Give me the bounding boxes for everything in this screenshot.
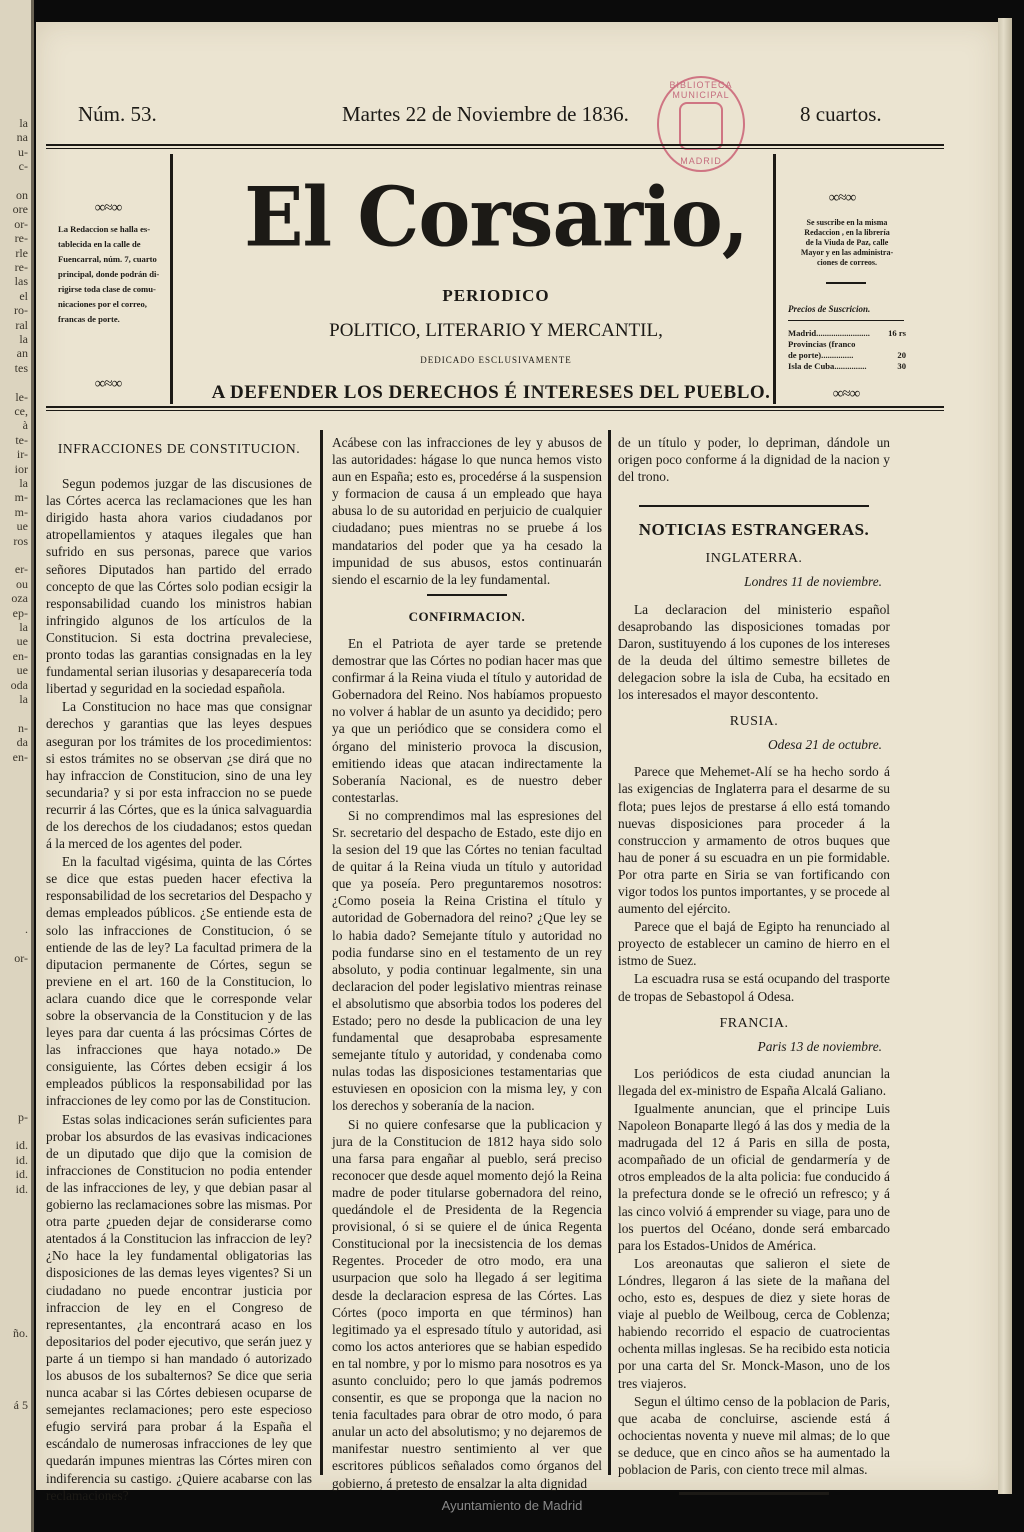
- previous-page-fragment: ue: [16, 663, 28, 678]
- article-paragraph: Segun podemos juzgar de las discusiones de las Córtes acerca las reclamaciones que les han dirigido hasta ahora varios ciudadanos por atropellamientos y ataques ilegales que han sufrido en sus personas, parece que varios señores Diputados han partido del errado concepto de que las Córtes solo podian ecsigir la responsabilidad cuando los ministros habian infringido algunos de los artículos de la Constitucion. Si esta doctrina prevaleciese, pronto todas las garantias consignadas en la ley fundamental serian ilusorias y desaparecería toda libertad y seguridad en la sociedad española.: [46, 476, 312, 697]
- previous-page-fragment: el: [19, 288, 28, 303]
- previous-page-fragment: ce,: [14, 404, 28, 418]
- library-stamp: [657, 76, 745, 172]
- masthead-rule-top-thin: [46, 148, 944, 149]
- stamp-crest-icon: [679, 102, 723, 150]
- previous-page-fragment: re-: [14, 260, 28, 274]
- column-rule-1: [320, 430, 323, 1475]
- previous-page-fragment: le-: [15, 389, 28, 404]
- previous-page-fragment: la: [19, 692, 28, 706]
- previous-page-fragment: m-: [14, 504, 28, 519]
- previous-page-fragment: tes: [14, 360, 28, 375]
- news-paragraph: Segun el último censo de la poblacion de Paris, que acaba de concluirse, asciende está á ochocientas noventa y nueve mil almas; de lo que se deduce, que en cinco años se ha aumentado la poblacion de Paris, con ciento trece mil almas.: [618, 1393, 890, 1477]
- previous-page-edge: [0, 0, 34, 1532]
- prices-title: Precios de Suscricion.: [788, 304, 871, 314]
- newspaper-page: [36, 22, 998, 1503]
- ornament-right-bottom-icon: ∞≈∞: [832, 386, 860, 402]
- article-paragraph: En el Patriota de ayer tarde se pretende demostrar que las Córtes no podian hacer mas que confirmar á la Reina viuda el título y autoridad de Gobernadora del Reino. Nos habíamos propuesto no volver á hablar de un asunto ya decidido; pero ya que un periódico que se considera como el órgano del ministerio provoca la discusion, emitiendo ideas que atacan indirectamente la Soberanía Nacional, es de nuestro deber contestarlas.: [332, 635, 602, 805]
- ornament-right-top-icon: ∞≈∞: [828, 190, 856, 206]
- country-heading-francia: FRANCIA.: [719, 1015, 789, 1031]
- ornament-left-top-icon: ∞≈∞: [94, 200, 122, 216]
- previous-page-fragment: ior: [14, 461, 28, 476]
- column-1: [46, 440, 312, 1505]
- prices-table: [788, 328, 906, 372]
- column-3: [618, 434, 890, 1495]
- article-divider: [427, 594, 507, 596]
- subtitle-dedicado: DEDICADO ESCLUSIVAMENTE: [420, 355, 572, 365]
- article-heading-infracciones: INFRACCIONES DE CONSTITUCION.: [57, 441, 301, 456]
- previous-page-fragment: la: [19, 332, 28, 346]
- previous-page-fragment: à: [22, 418, 28, 433]
- masthead-rule-top: [46, 144, 944, 146]
- previous-page-fragment: p-: [18, 1109, 28, 1124]
- news-paragraph: Parece que el bajá de Egipto ha renunciado al proyecto de establecer un camino de hierro en el istmo de Suez.: [618, 919, 890, 969]
- previous-page-fragment: id.: [15, 1138, 28, 1153]
- issue-number: Núm. 53.: [78, 102, 157, 126]
- previous-page-gutter: [31, 0, 34, 1532]
- previous-page-fragment: on: [16, 188, 28, 202]
- previous-page-fragment: n-: [18, 720, 28, 735]
- previous-page-fragment: te-: [15, 432, 28, 447]
- previous-page-fragment: id.: [15, 1181, 28, 1196]
- previous-page-fragment: id.: [15, 1167, 28, 1182]
- article-paragraph: En la facultad vigésima, quinta de las Córtes se dice que estas pueden hacer efectiva la responsabilidad de los secretarios del Despacho y demas empleados públicos. ¿Se entiende esta de solo las infracciones de Constitucion, ó se entiende de las de ley? La facultad primera de la diputacion permanente de Córtes, segun se previene en el art. 160 de la Constitucion, lo aclara cuando dice que le corresponde velar sobre la observancia de la Constitucion y de las leyes para dar cuenta á las prócsimas Córtes de las infracciones que haya notado.» De consiguiente, las Córtes deben ecsigir á los empleados públicos la responsabilidad por las infracciones de ley como por las de Constitucion.: [46, 854, 312, 1109]
- previous-page-fragment: ue: [16, 519, 28, 534]
- previous-page-fragment: las: [14, 274, 28, 289]
- price-row-provincias: Provincias (franco: [788, 339, 856, 349]
- article-paragraph: Si no quiere confesarse que la publicacion y jura de la Constitucion de 1812 haya sido solo una farsa para engañar al pueblo, será preciso reconocer que desde aquel momento dejó la Reina madre de poder titularse gobernadora del reino, quedándole el de Presidenta de la Regencia provisional, ó si se quiere el de única Regenta Constitucional por la inecsistencia de los demas Regentes. Proceder de otro modo, era una usurpacion que solo ha llegado á ser legitima desde la declaracion espresa de las Córtes. Las Córtes (poco importa en que términos) han legitimado ya el espresado título y autoridad, asi como los actos anteriores que se habian espedido en tal nombre, y por lo mismo para nosotros es ya asunto concluido; pero lo que jamás podremos consentir, es que se proponga que la nacion no tenia facultades para obrar de otro modo, ó para anular un acto del absolutismo; y no dejaremos de manifestar nuestro sentimiento al ver que escritores públicos señalados como órganos del gobierno, á pretesto de ensalzar la alta dignidad: [332, 1116, 602, 1491]
- previous-page-fragment: la: [19, 476, 28, 490]
- stamp-top-text: BIBLIOTECA MUNICIPAL: [669, 80, 733, 100]
- previous-page-fragment: ro-: [14, 303, 28, 318]
- article-paragraph: de un título y poder, lo depriman, dándole un origen poco conforme á la dignidad de la nacion y del trono.: [618, 435, 890, 485]
- dateline-odesa: Odesa 21 de octubre.: [767, 737, 882, 753]
- previous-page-fragment: ño.: [13, 1325, 28, 1340]
- previous-page-fragment: ore: [12, 202, 28, 217]
- subtitle-periodico: PERIODICO: [442, 286, 550, 305]
- subscription-divider: [826, 282, 866, 284]
- news-paragraph: Los periódicos de esta ciudad anuncian la llegada del ex-ministro de España Alcalá Galiano.: [618, 1065, 890, 1098]
- previous-page-fragment: á 5: [13, 1397, 28, 1412]
- newspaper-motto: A DEFENDER LOS DERECHOS É INTERESES DEL PUEBLO.: [211, 382, 771, 403]
- news-section-rule: [639, 505, 869, 507]
- news-paragraph: Parece que Mehemet-Alí se ha hecho sordo á las exigencias de Inglaterra para el desarme de su flota; pues lejos de prestarse á ello está tomando nuevas disposiciones para proceder á la construccion y armamento de otros buques que hau de poner á su escuadra en un pie formidable. Por otra parte en Siria se van fortificando con vigor todos los puntos importantes, y se procede al aumento del ejército.: [618, 764, 890, 917]
- previous-page-fragment: id.: [15, 1152, 28, 1167]
- news-paragraph: Los areonautas que salieron el siete de Lóndres, llegaron á las siete de la mañana del ocho, esto es, despues de diez y siete horas de viaje al pueblo de Weilboug, cerca de Coblenza; habiendo recorrido el espacio de cuatrocientas ochenta millas inglesas. Se ha recibido esta noticia por una carta del Sr. Monck-Mason, uno de los tres viajeros.: [618, 1255, 890, 1391]
- previous-page-fragment: en-: [12, 749, 28, 764]
- previous-page-fragment: ir-: [16, 447, 28, 462]
- previous-page-fragment: na: [16, 130, 28, 145]
- subscription-note: Se suscribe en la misma Redaccion , en la librería de la Viuda de Paz, calle Mayor y en las administra- ciones de correos.: [800, 218, 894, 267]
- previous-page-fragment: or-: [14, 216, 28, 231]
- previous-page-fragment: ou: [16, 576, 28, 591]
- previous-page-fragment: re-: [14, 231, 28, 246]
- prices-rule: [788, 320, 904, 321]
- article-paragraph: La Constitucion no hace mas que consignar derechos y garantias que las leyes despues aseguran por los trámites de los procedimientos: si estos trámites no se observan ¿se dirá que no hay infraccion de Constitucion, sino de una ley secundaria? y si por esta infraccion no se puede recurrir á las Córtes, que es la única salvaguardia de los derechos de los ciudadanos; estos quedan á la merced de los agentes del poder.: [46, 699, 312, 852]
- issue-date: Martes 22 de Noviembre de 1836.: [342, 102, 629, 126]
- column-2: [332, 434, 602, 1493]
- previous-page-fragment: da: [16, 735, 28, 750]
- country-heading-inglaterra: INGLATERRA.: [705, 551, 803, 567]
- page-fore-edge: [998, 18, 1012, 1494]
- previous-page-fragment: .: [25, 922, 28, 937]
- price-row-cuba: Isla de Cuba............... 30: [788, 361, 906, 371]
- masthead-left-rule: [170, 154, 173, 404]
- news-paragraph: Igualmente anuncian, que el principe Luis Napoleon Bonaparte llegó á las dos y media de la madrugada del 12 á Paris en silla de posta, acompañado de un oficial de gendarmería y de otros empleados de la alta policia: fue conducido á la prefectura donde se le ofreció un refresco; y á las cinco volvió á emprender su viage, para uno de los puertos del Océano, donde será embarcado para los Estados-Unidos de América.: [618, 1101, 890, 1253]
- redaccion-note: La Redaccion se halla es- tablecida en la calle de Fuencarral, núm. 7, cuarto principal, donde podrán di- rigirse toda clase de comu- nicaciones por el correo, francas de porte.: [58, 224, 160, 324]
- dateline-londres: Londres 11 de noviembre.: [744, 574, 882, 590]
- previous-page-fragment: u-: [18, 144, 28, 159]
- previous-page-fragment: en-: [12, 648, 28, 663]
- section-heading-noticias: NOTICIAS ESTRANGERAS.: [638, 520, 870, 540]
- archive-watermark: Ayuntamiento de Madrid: [441, 1498, 583, 1513]
- previous-page-fragment: or-: [14, 951, 28, 966]
- previous-page-fragment: c-: [18, 159, 28, 174]
- masthead-rule-bottom-thin: [46, 410, 944, 411]
- previous-page-fragment: er-: [14, 562, 28, 577]
- previous-page-fragment: ros: [13, 533, 28, 548]
- previous-page-fragment: la: [19, 116, 28, 130]
- newspaper-title: El Corsario,: [244, 169, 748, 266]
- article-paragraph: Si no comprendimos mal las espresiones del Sr. secretario del despacho de Estado, este dijo en la sesion del 19 que las Córtes no tenian facultad de quitar á la Reina viuda un título y autoridad que ya poseía. Pero preguntaremos nosotros: ¿Como poseia la Reina Cristina el título y autoridad de Gobernadora del reino? ¿Que ley se lo habia dado? Semejante título y autoridad no podia fundarse sino en el testamento de un rey absoluto, y podia continuar legalmente, sin una declaracion del poder legislativo mientras reinase el absolutismo que absorbia todos los poderes del Estado; pero no desde la publicacion de una ley fundamental que desaprobaba espresamente semejante título y autoridad, y condenaba como nulas todas las disposiciones testamentarias que estuviesen en oposicion con la misma ley, y con los derechos y soberanía de la nacion.: [332, 807, 602, 1114]
- stamp-bottom-text: MADRID: [680, 156, 722, 166]
- price-row-madrid: Madrid......................... 16 rs: [788, 328, 906, 338]
- news-paragraph: La declaracion del ministerio español desaprobando las disposiciones tomadas por Daron, sustituyendo á los cupones de los intereses de la deuda del último semestre billetes de delegacion sobre la isla de Cuba, ha ecsitado en los interesados el mayor descontento.: [618, 601, 890, 703]
- news-paragraph: La escuadra rusa se está ocupando del trasporte de tropas de Sebastopol á Odesa.: [618, 971, 890, 1004]
- price-row-porte: de porte)............... 20: [788, 350, 906, 360]
- previous-page-fragment: rle: [15, 245, 28, 260]
- previous-page-fragment: oda: [10, 677, 28, 692]
- previous-page-fragment: ral: [15, 317, 28, 332]
- article-paragraph: Estas solas indicaciones serán suficientes para probar los absurdos de las evasivas indicaciones de un diputado que dijo que la comision de infracciones de Constitucion no podia entender de las infracciones de ley, y que debian pasar al gobierno las reclamaciones sobre las mismas. Por otra parte ¿pueden dejar de considerarse como atentados á la Constitucion las infraccion de ley? ¿No hace la ley fundamental obligatorias las disposiciones de las demas leyes vigentes? Si un ciudadano no puede encontrar justicia por infraccion de ley en el Congreso de representantes, ¿la encontrará acaso en los depositarios del poder ejecutivo, que serán juez y parte á un tiempo si han mandado ó autorizado los abusos de los subalternos? Se dice que seria nunca acabar si las Córtes debiesen ocuparse de semejantes reclamaciones; pero este especioso efugio servirá para probar á la España el escándalo de numerosas infracciones de ley que quedarán impunes mientras las Córtes miren con indiferencia su castigo. ¿Quiere acabarse con las reclamaciones?: [46, 1111, 312, 1503]
- previous-page-fragment: an: [16, 346, 28, 361]
- country-heading-rusia: RUSIA.: [729, 714, 779, 730]
- article-paragraph: Acábese con las infracciones de ley y abusos de las autoridades: hágase lo que nunca hemos visto aun en España; esto es, procedérse á la suspension y formacion de causa á un empleado que haya abusa lo de su autoridad en perjuicio de cualquier ciudadano; pues mientras no se pruebe á los mandatarios del poder que ya ha cesado la impunidad de sus abusos, estos continuarán siendo el escarnio de la ley fundamental.: [332, 435, 602, 587]
- end-rule: [679, 1492, 829, 1495]
- subtitle-politico: POLITICO, LITERARIO Y MERCANTIL,: [329, 320, 663, 341]
- column-rule-2: [608, 430, 611, 1475]
- previous-page-fragment: m-: [14, 490, 28, 505]
- previous-page-fragment: ep-: [12, 605, 28, 620]
- masthead-right-rule: [773, 154, 776, 404]
- previous-page-fragment: la: [19, 620, 28, 634]
- ornament-left-bottom-icon: ∞≈∞: [94, 376, 122, 392]
- dateline-paris: Paris 13 de noviembre.: [757, 1038, 882, 1054]
- previous-page-fragment: ue: [16, 634, 28, 649]
- issue-price: 8 cuartos.: [800, 102, 882, 126]
- previous-page-fragment: oza: [11, 591, 28, 606]
- masthead-rule-bottom: [46, 406, 944, 408]
- article-heading-confirmacion: CONFIRMACION.: [408, 608, 526, 624]
